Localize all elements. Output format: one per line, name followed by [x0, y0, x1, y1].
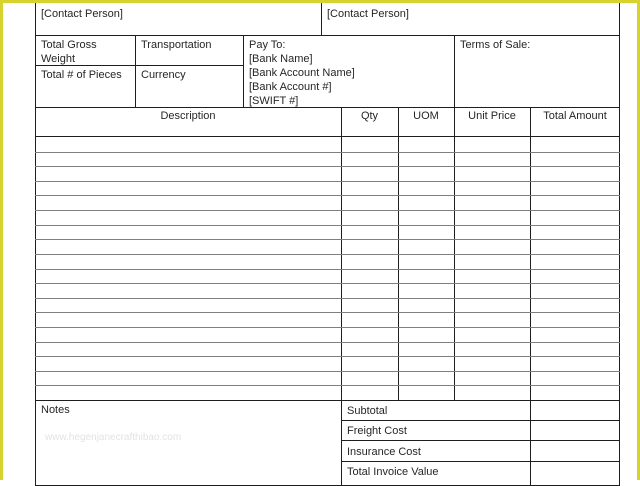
table-row	[35, 312, 620, 313]
bank-name: [Bank Name]	[249, 53, 313, 65]
freight-label-cell	[341, 420, 531, 441]
freight-cost-label: Freight Cost	[347, 425, 407, 437]
transportation-label: Transportation	[141, 39, 212, 51]
terms-of-sale-label: Terms of Sale:	[460, 39, 531, 51]
freight-value-cell	[530, 420, 620, 441]
column-header-uom: UOM	[413, 110, 439, 122]
total-invoice-value-label: Total Invoice Value	[347, 466, 439, 478]
bank-account-number: [Bank Account #]	[249, 81, 332, 93]
table-row	[35, 269, 620, 270]
table-row	[35, 356, 620, 357]
table-row	[35, 371, 620, 372]
table-row	[35, 254, 620, 255]
table-row	[35, 283, 620, 284]
pay-to-cell	[243, 35, 455, 108]
table-row	[35, 327, 620, 328]
bank-account-name: [Bank Account Name]	[249, 67, 355, 79]
gross-weight-cell	[35, 35, 136, 66]
contact-person-right: [Contact Person]	[327, 8, 409, 20]
watermark-text: www.hegenjanecrafthibao.com	[45, 432, 182, 443]
subtotal-label-cell	[341, 400, 531, 421]
table-row	[35, 225, 620, 226]
currency-cell	[135, 65, 244, 108]
column-header-total-amount: Total Amount	[543, 110, 607, 122]
contact-person-left-cell	[35, 3, 322, 36]
table-row	[35, 210, 620, 211]
table-row	[35, 181, 620, 182]
table-row	[35, 239, 620, 240]
table-row	[35, 166, 620, 167]
terms-of-sale-cell	[454, 35, 620, 108]
total-invoice-value-cell	[530, 461, 620, 486]
insurance-label-cell	[341, 440, 531, 462]
contact-person-left: [Contact Person]	[41, 8, 123, 20]
pay-to-label: Pay To:	[249, 39, 286, 51]
contact-person-right-cell	[321, 3, 620, 36]
transportation-cell	[135, 35, 244, 66]
pieces-label: Total # of Pieces	[41, 69, 122, 81]
table-row	[35, 152, 620, 153]
insurance-value-cell	[530, 440, 620, 462]
table-row	[35, 342, 620, 343]
table-row	[35, 385, 620, 386]
column-header-qty: Qty	[360, 110, 379, 122]
currency-label: Currency	[141, 69, 186, 81]
column-header-description: Description	[160, 110, 216, 122]
column-header-unit-price: Unit Price	[468, 110, 516, 122]
gross-weight-label: Total Gross Weight	[41, 39, 97, 65]
header-separator	[35, 136, 620, 137]
total-invoice-label-cell	[341, 461, 531, 486]
notes-cell	[35, 400, 342, 486]
table-row	[35, 195, 620, 196]
pieces-cell	[35, 65, 136, 108]
swift-code: [SWIFT #]	[249, 95, 299, 107]
subtotal-value-cell	[530, 400, 620, 421]
notes-label: Notes	[41, 404, 70, 416]
subtotal-label: Subtotal	[347, 405, 388, 417]
insurance-cost-label: Insurance Cost	[347, 446, 421, 458]
table-row	[35, 298, 620, 299]
